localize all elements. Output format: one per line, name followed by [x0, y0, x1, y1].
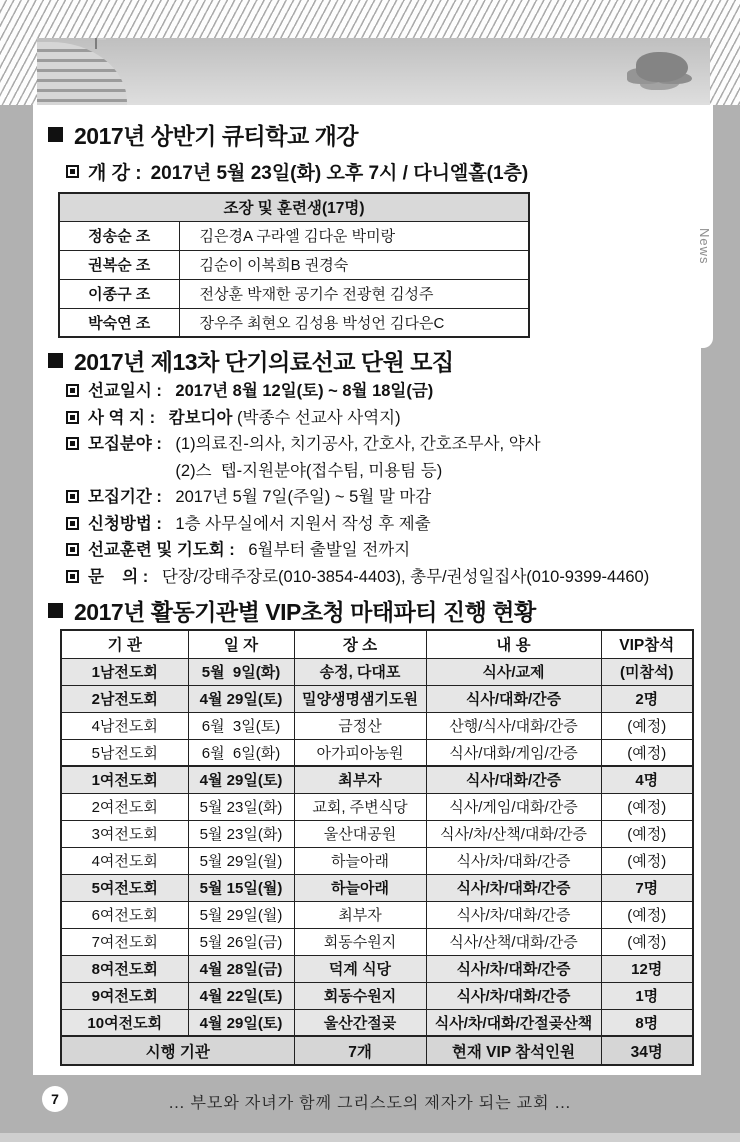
vip-vip-cell: (미참석)	[601, 658, 693, 685]
vip-place-cell: 하늘아래	[294, 847, 426, 874]
vip-place-cell: 회동수원지	[294, 982, 426, 1009]
info-item-value-wrap	[175, 484, 431, 511]
info-item-value-wrap	[175, 378, 433, 405]
info-item-strong: 캄보디아	[168, 408, 233, 427]
vip-footer-cell: 34명	[601, 1036, 693, 1065]
info-item-value	[248, 537, 410, 564]
vip-place-cell: 아가피아농원	[294, 739, 426, 766]
vip-vip-cell: (예정)	[601, 928, 693, 955]
table-row	[61, 658, 693, 685]
vip-vip-cell: (예정)	[601, 739, 693, 766]
bullet-square-icon	[66, 570, 79, 583]
vip-date-cell: 5월 9일(화)	[188, 658, 294, 685]
vip-content-cell: 식사/대화/간증	[426, 766, 601, 793]
bullet-square-icon	[66, 165, 79, 178]
vip-org-cell: 4남전도회	[61, 712, 188, 739]
bullet-square-icon	[66, 384, 79, 397]
vip-content-cell: 식사/차/산책/대화/간증	[426, 820, 601, 847]
vip-date-cell: 4월 29일(토)	[188, 766, 294, 793]
table-row	[59, 221, 529, 250]
vip-vip-cell: 7명	[601, 874, 693, 901]
qt-members-cell: 전상훈 박재한 공기수 전광현 김성주	[179, 279, 529, 308]
info-item-text: 단장/강태주장로(010-3854-4403), 총무/권성일집사(010-9399-4460)	[161, 567, 650, 586]
vip-vip-cell: 12명	[601, 955, 693, 982]
black-square-icon	[48, 127, 63, 142]
table-row	[59, 250, 529, 279]
vip-org-cell: 9여전도회	[61, 982, 188, 1009]
vip-place-cell: 울산대공원	[294, 820, 426, 847]
qt-leader-cell: 이종구 조	[59, 279, 179, 308]
vip-content-cell: 식사/차/대화/간증	[426, 874, 601, 901]
vip-org-cell: 5남전도회	[61, 739, 188, 766]
table-row	[61, 739, 693, 766]
vip-content-cell: 식사/대화/게임/간증	[426, 739, 601, 766]
table-row	[61, 928, 693, 955]
vip-table-header-row	[61, 630, 693, 658]
vip-content-cell: 식사/차/대화/간증	[426, 982, 601, 1009]
vip-vip-cell: (예정)	[601, 847, 693, 874]
footer-motto-text: … 부모와 자녀가 함께 그리스도의 제자가 되는 교회 …	[168, 1095, 572, 1112]
vip-org-cell: 6여전도회	[61, 901, 188, 928]
vip-vip-cell: 4명	[601, 766, 693, 793]
info-item-strong: 2017년 8월 12일(토) ~ 8월 18일(금)	[175, 382, 434, 400]
vip-place-cell: 울산간절곶	[294, 1009, 426, 1036]
vip-date-cell: 4월 28일(금)	[188, 955, 294, 982]
table-row	[61, 685, 693, 712]
bullet-square-icon	[66, 437, 79, 450]
info-item	[66, 484, 691, 511]
vip-date-cell: 6월 6일(화)	[188, 739, 294, 766]
info-item-value-wrap	[248, 537, 410, 564]
section2-title: 2017년 제13차 단기의료선교 단원 모집	[74, 349, 454, 375]
vip-date-cell: 4월 29일(토)	[188, 685, 294, 712]
church-building-image	[37, 42, 127, 105]
table-row	[61, 874, 693, 901]
info-item-value	[175, 378, 433, 405]
qt-table-header: 조장 및 훈련생(17명)	[59, 193, 529, 221]
section2-title-row	[48, 344, 454, 377]
qt-table-body	[59, 221, 529, 337]
vip-date-cell: 5월 23일(화)	[188, 820, 294, 847]
vip-date-cell: 4월 29일(토)	[188, 1009, 294, 1036]
vip-vip-cell: 2명	[601, 685, 693, 712]
info-item-value	[162, 564, 649, 591]
info-item-value-line2: (2)스 텝-지원분야(접수팀, 미용팀 등)	[175, 461, 443, 480]
info-item-label: 사 역 지 :	[88, 408, 160, 427]
vip-content-cell: 식사/차/대화/간증	[426, 901, 601, 928]
table-row	[61, 955, 693, 982]
section3-title-row	[48, 594, 536, 627]
vip-vip-cell: (예정)	[601, 820, 693, 847]
vip-org-cell: 2남전도회	[61, 685, 188, 712]
info-item-value-wrap	[175, 431, 540, 484]
qt-school-table	[58, 192, 530, 338]
vip-org-cell: 4여전도회	[61, 847, 188, 874]
vip-content-cell: 식사/차/대화/간절곶산책	[426, 1009, 601, 1036]
vip-place-cell: 최부자	[294, 901, 426, 928]
vip-header-cell: 장 소	[294, 630, 426, 658]
qt-members-cell: 장우주 최현오 김성용 박성언 김다은C	[179, 308, 529, 337]
info-item	[66, 405, 691, 432]
building-flag	[97, 38, 106, 40]
vip-date-cell: 5월 29일(월)	[188, 847, 294, 874]
vip-date-cell: 5월 29일(월)	[188, 901, 294, 928]
vip-org-cell: 7여전도회	[61, 928, 188, 955]
dark-cloud-image	[636, 52, 688, 82]
table-row	[61, 847, 693, 874]
vip-table-body	[61, 658, 693, 1036]
table-row	[59, 308, 529, 337]
vip-content-cell: 식사/차/대화/간증	[426, 847, 601, 874]
vip-party-table	[60, 629, 694, 1066]
bullet-square-icon	[66, 490, 79, 503]
vip-content-cell: 산행/식사/대화/간증	[426, 712, 601, 739]
vip-header-cell: 일 자	[188, 630, 294, 658]
vip-place-cell: 회동수원지	[294, 928, 426, 955]
vip-place-cell: 밀양생명샘기도원	[294, 685, 426, 712]
table-row	[61, 901, 693, 928]
table-row	[61, 712, 693, 739]
info-item	[66, 431, 691, 484]
section1-opening-line	[66, 158, 528, 185]
vip-place-cell: 하늘아래	[294, 874, 426, 901]
info-item-label: 선교훈련 및 기도회 :	[88, 541, 240, 559]
info-item-text: 2017년 5월 7일(주일) ~ 5월 말 마감	[175, 488, 432, 506]
vip-date-cell: 5월 15일(월)	[188, 874, 294, 901]
table-row	[59, 279, 529, 308]
bottom-strip	[0, 1133, 740, 1142]
info-item-value	[175, 431, 540, 458]
info-item	[66, 537, 691, 564]
vip-org-cell: 5여전도회	[61, 874, 188, 901]
qt-members-cell: 김은경A 구라엘 김다운 박미랑	[179, 221, 529, 250]
vip-content-cell: 식사/대화/간증	[426, 685, 601, 712]
vip-date-cell: 4월 22일(토)	[188, 982, 294, 1009]
info-item-label: 모집분야 :	[88, 435, 167, 453]
vip-vip-cell: 8명	[601, 1009, 693, 1036]
info-item	[66, 511, 691, 538]
qt-leader-cell: 박숙연 조	[59, 308, 179, 337]
vip-place-cell: 금정산	[294, 712, 426, 739]
vip-vip-cell: 1명	[601, 982, 693, 1009]
table-row	[61, 820, 693, 847]
vip-org-cell: 3여전도회	[61, 820, 188, 847]
info-item	[66, 378, 691, 405]
table-row	[61, 766, 693, 793]
vip-place-cell: 덕계 식당	[294, 955, 426, 982]
info-item-value-wrap	[162, 564, 649, 591]
page-number-badge: 7	[42, 1086, 68, 1112]
vip-place-cell: 최부자	[294, 766, 426, 793]
vip-footer-cell: 시행 기관	[61, 1036, 294, 1065]
section1-title: 2017년 상반기 큐티학교 개강	[74, 123, 359, 149]
vip-header-cell: 내 용	[426, 630, 601, 658]
vip-date-cell: 5월 23일(화)	[188, 793, 294, 820]
info-item-value-wrap	[175, 511, 430, 538]
vip-org-cell: 1여전도회	[61, 766, 188, 793]
info-item-text: 6월부터 출발일 전까지	[248, 541, 411, 559]
black-square-icon	[48, 603, 63, 618]
info-item-value	[175, 484, 431, 511]
vip-org-cell: 10여전도회	[61, 1009, 188, 1036]
vip-header-cell: VIP참석	[601, 630, 693, 658]
info-item-text: 1층 사무실에서 지원서 작성 후 제출	[175, 514, 431, 533]
news-side-tab	[701, 105, 713, 348]
qt-members-cell: 김순이 이복희B 권경숙	[179, 250, 529, 279]
vip-place-cell: 송정, 다대포	[294, 658, 426, 685]
vip-header-cell: 기 관	[61, 630, 188, 658]
info-item-label: 문 의 :	[88, 567, 153, 586]
qt-leader-cell: 정송순 조	[59, 221, 179, 250]
opening-label: 개 강 :	[88, 163, 142, 184]
info-item-label: 선교일시 :	[88, 382, 167, 400]
info-item-value	[175, 511, 430, 538]
section1-title-row	[48, 118, 358, 151]
info-item	[66, 564, 691, 591]
header-sky-photo	[37, 38, 710, 105]
vip-vip-cell: (예정)	[601, 712, 693, 739]
info-item-value	[169, 405, 401, 432]
vip-org-cell: 1남전도회	[61, 658, 188, 685]
news-tab-label: News	[697, 228, 712, 265]
vip-org-cell: 2여전도회	[61, 793, 188, 820]
info-item-value-wrap	[169, 405, 401, 432]
vip-date-cell: 5월 26일(금)	[188, 928, 294, 955]
bullet-square-icon	[66, 517, 79, 530]
info-item-label: 모집기간 :	[88, 488, 167, 506]
table-row	[61, 1009, 693, 1036]
section3-title: 2017년 활동기관별 VIP초청 마태파티 진행 현황	[74, 599, 536, 625]
vip-footer-cell: 7개	[294, 1036, 426, 1065]
vip-content-cell: 식사/게임/대화/간증	[426, 793, 601, 820]
vip-content-cell: 식사/차/대화/간증	[426, 955, 601, 982]
bullet-square-icon	[66, 411, 79, 424]
table-row	[61, 982, 693, 1009]
black-square-icon	[48, 353, 63, 368]
info-item-label: 신청방법 :	[88, 514, 167, 533]
info-item-text: (박종수 선교사 사역지)	[232, 408, 401, 427]
table-row	[61, 793, 693, 820]
qt-leader-cell: 권복순 조	[59, 250, 179, 279]
vip-content-cell: 식사/교제	[426, 658, 601, 685]
vip-date-cell: 6월 3일(토)	[188, 712, 294, 739]
opening-value: 2017년 5월 23일(화) 오후 7시 / 다니엘홀(1층)	[150, 163, 529, 184]
mission-info-list	[66, 378, 691, 590]
bullet-square-icon	[66, 543, 79, 556]
vip-table-footer-row	[61, 1036, 693, 1065]
vip-content-cell: 식사/산책/대화/간증	[426, 928, 601, 955]
vip-footer-cell: 현재 VIP 참석인원	[426, 1036, 601, 1065]
vip-vip-cell: (예정)	[601, 793, 693, 820]
vip-vip-cell: (예정)	[601, 901, 693, 928]
qt-table-header-row	[59, 193, 529, 221]
vip-place-cell: 교회, 주변식당	[294, 793, 426, 820]
vip-org-cell: 8여전도회	[61, 955, 188, 982]
info-item-text: (1)의료진-의사, 치기공사, 간호사, 간호조무사, 약사	[175, 435, 541, 453]
